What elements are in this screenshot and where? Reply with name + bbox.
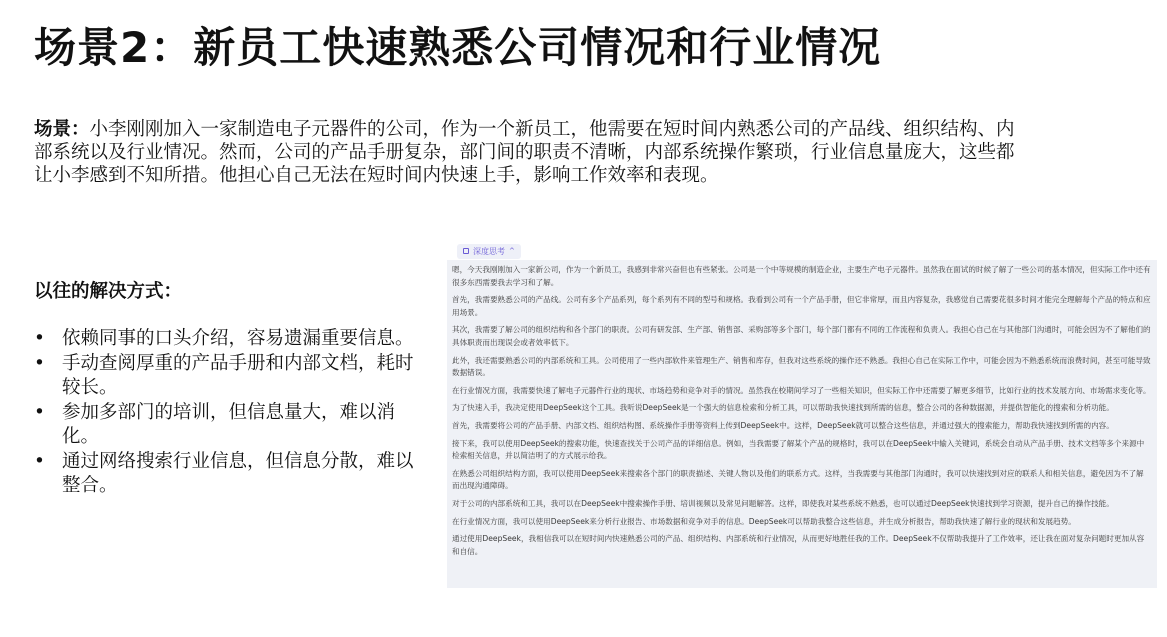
deep-think-icon (463, 248, 469, 254)
page-title: 场景2：新员工快速熟悉公司情况和行业情况 (34, 23, 882, 72)
bullet-icon: • (34, 402, 45, 423)
bullet-icon: • (34, 328, 45, 349)
thought-paragraph: 通过使用DeepSeek，我相信我可以在短时间内快速熟悉公司的产品、组织结构、内部系统和行业情况，从而更好地胜任我的工作。DeepSeek不仅帮助我提升了工作效率，还让我在面对复杂问题时更加从容和自信。 (452, 534, 1145, 556)
list-item (34, 327, 414, 351)
deep-think-content (447, 260, 1157, 588)
scenario-text: 小李刚刚加入一家制造电子元器件的公司，作为一个新员工，他需要在短时间内熟悉公司的产品线、组织结构、内部系统以及行业情况。然而，公司的产品手册复杂，部门间的职责不清晰，内部系统操作繁琐，行业信息量庞大，这些都让小李感到不知所措。他担心自己无法在短时间内快速上手，影响工作效率和表现。 (34, 119, 1015, 186)
list-item-text: 依赖同事的口头介绍，容易遗漏重要信息。 (62, 328, 414, 349)
thought-paragraph: 在熟悉公司组织结构方面，我可以使用DeepSeek来搜索各个部门的职责描述、关键人物以及他们的联系方式。这样，当我需要与其他部门沟通时，我可以快速找到对应的联系人和相关信息，避免因为不了解而出现沟通障碍。 (452, 468, 1144, 491)
deep-think-screenshot (447, 242, 1157, 588)
list-item (34, 401, 414, 449)
bullet-icon: • (34, 451, 45, 472)
chevron-up-icon: ^ (509, 247, 515, 255)
list-item-text: 参加多部门的培训，但信息量大，难以消化。 (62, 402, 396, 447)
thought-paragraph: 嗯，今天我刚刚加入一家新公司，作为一个新员工，我感到非常兴奋但也有些紧张。公司是一个中等规模的制造企业，主要生产电子元器件。虽然我在面试的时候了解了一些公司的基本情况，但实际工作中还有很多东西需要我去学习和了解。 (452, 265, 1151, 287)
bullet-icon: • (34, 353, 45, 374)
thought-paragraph: 在行业情况方面，我可以使用DeepSeek来分析行业报告、市场数据和竞争对手的信息。DeepSeek可以帮助我整合这些信息，并生成分析报告，帮助我快速了解行业的现状和发展趋势。 (452, 516, 1076, 526)
list-item-text: 通过网络搜索行业信息，但信息分散，难以整合。 (62, 451, 414, 496)
scenario-paragraph (34, 118, 1024, 187)
thought-paragraph: 此外，我还需要熟悉公司的内部系统和工具。公司使用了一些内部软件来管理生产、销售和库存，但我对这些系统的操作还不熟悉。我担心自己在实际工作中，可能会因为不熟悉系统而浪费时间，甚至可能导致数据错误。 (452, 355, 1151, 378)
deep-think-label: 深度思考 (473, 246, 505, 256)
thought-paragraph: 对于公司的内部系统和工具，我可以在DeepSeek中搜索操作手册、培训视频以及常见问题解答。这样，即使我对某些系统不熟悉，也可以通过DeepSeek快速找到学习资源，提升自己的操作技能。 (452, 498, 1114, 508)
thought-paragraph: 接下来，我可以使用DeepSeek的搜索功能，快速查找关于公司产品的详细信息。例如，当我需要了解某个产品的规格时，我可以在DeepSeek中输入关键词，系统会自动从产品手册、技术文档等多个来源中检索相关信息，并以简洁明了的方式展示给我。 (452, 438, 1145, 461)
list-item (34, 352, 414, 400)
list-item-text: 手动查阅厚重的产品手册和内部文档，耗时较长。 (62, 353, 414, 398)
thought-paragraph: 首先，我需要熟悉公司的产品线。公司有多个产品系列，每个系列有不同的型号和规格。我看到公司有一个产品手册，但它非常厚，而且内容复杂，我感觉自己需要花很多时间才能完全理解每个产品的特点和应用场景。 (452, 295, 1151, 317)
thought-paragraph: 其次，我需要了解公司的组织结构和各个部门的职责。公司有研发部、生产部、销售部、采购部等多个部门，每个部门都有不同的工作流程和负责人。我担心自己在与其他部门沟通时，可能会因为不了解他们的具体职责而出现误会或者效率低下。 (452, 325, 1151, 347)
list-item (34, 450, 414, 498)
scenario-label: 场景： (34, 119, 90, 140)
deep-think-toggle[interactable] (457, 244, 521, 259)
thought-paragraph: 首先，我需要将公司的产品手册、内部文档、组织结构图、系统操作手册等资料上传到DeepSeek中。这样，DeepSeek就可以整合这些信息，并通过强大的搜索能力，帮助我快速找到所需的内容。 (452, 420, 1114, 430)
previous-methods-list (34, 327, 414, 499)
thought-paragraph: 为了快速入手，我决定使用DeepSeek这个工具。我听说DeepSeek是一个强大的信息检索和分析工具，可以帮助我快速找到所需的信息，整合公司的各种数据源，并提供智能化的搜索和分析功能。 (452, 403, 1114, 413)
deep-think-header (447, 242, 1157, 260)
previous-methods-title: 以往的解决方式： (34, 281, 183, 302)
thought-paragraph: 在行业情况方面，我需要快速了解电子元器件行业的现状、市场趋势和竞争对手的情况。虽然我在校期间学习了一些相关知识，但实际工作中还需要了解更多细节，比如行业的技术发展方向、市场需求变化等。 (452, 385, 1151, 395)
